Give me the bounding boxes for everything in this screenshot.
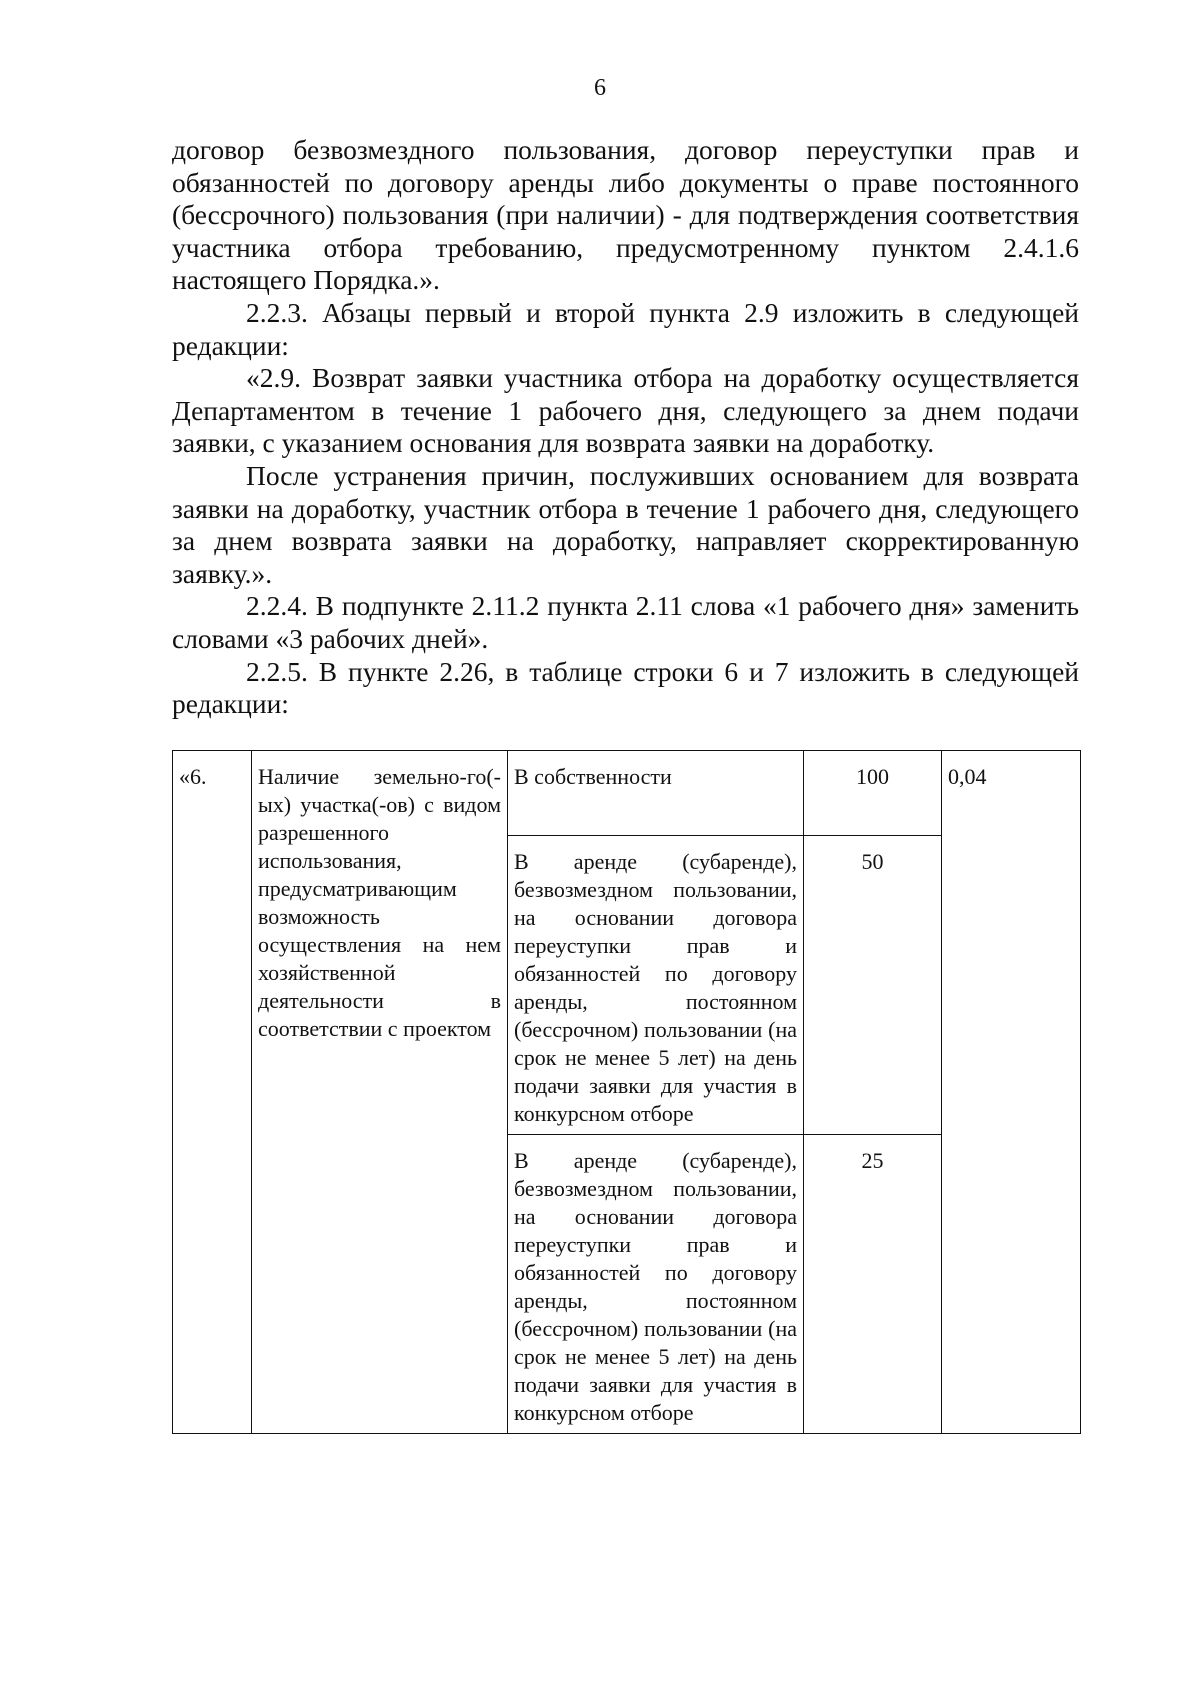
criteria-table-wrapper [172, 750, 1080, 1434]
criteria-table [172, 750, 1081, 1434]
document-body [172, 134, 1079, 721]
row-number-cell: «6. [173, 751, 252, 1434]
paragraph-2-2-3: 2.2.3. Абзацы первый и второй пункта 2.9 изложить в следующей редакции: [172, 296, 1079, 361]
paragraph-continuation: договор безвозмездного пользования, договор переуступки прав и обязанностей по договору аренды либо документы о праве постоянного (бессрочного) пользования (при наличии) - для подтверждения соответствия участника отбора требованию, предусмотренному пунктом 2.4.1.6 настоящего Порядка.». [172, 134, 1079, 296]
paragraph-2-9-first: «2.9. Возврат заявки участника отбора на доработку осуществляется Департаментом в течение 1 рабочего дня, следующего за днем подачи заявки, с указанием основания для возврата заявки на доработку. [172, 362, 1079, 459]
condition-cell-ownership: В собственности [508, 751, 804, 836]
paragraph-2-2-4: 2.2.4. В подпункте 2.11.2 пункта 2.11 слова «1 рабочего дня» заменить словами «3 рабочих дней». [172, 590, 1079, 654]
paragraph-2-9-second: После устранения причин, послуживших основанием для возврата заявки на доработку, участник отбора в течение 1 рабочего дня, следующего за днем возврата заявки на доработку, направляет скорректированную заявку.». [172, 459, 1079, 589]
score-cell-lease-50: 50 [804, 836, 942, 1135]
condition-cell-lease-50: В аренде (субаренде), безвозмездном пользовании, на основании договора переуступки прав и обязанностей по договору аренды, постоянном (бессрочном) пользовании (на срок не менее 5 лет) на день подачи заявки для участия в конкурсном отборе [508, 836, 804, 1135]
table-row [173, 751, 1081, 836]
score-cell-ownership: 100 [804, 751, 942, 836]
condition-cell-lease-25: В аренде (субаренде), безвозмездном пользовании, на основании договора переуступки прав и обязанностей по договору аренды, постоянном (бессрочном) пользовании (на срок не менее 5 лет) на день подачи заявки для участия в конкурсном отборе [508, 1135, 804, 1434]
score-cell-lease-25: 25 [804, 1135, 942, 1434]
page-number: 6 [594, 75, 606, 101]
coefficient-cell: 0,04 [942, 751, 1081, 1434]
paragraph-2-2-5: 2.2.5. В пункте 2.26, в таблице строки 6 и 7 изложить в следующей редакции: [172, 655, 1079, 720]
criterion-cell: Наличие земельно-го(-ых) участка(-ов) с видом разрешенного использования, предусматривающим возможность осуществления на нем хозяйственной деятельности в соответствии с проектом [252, 751, 508, 1434]
